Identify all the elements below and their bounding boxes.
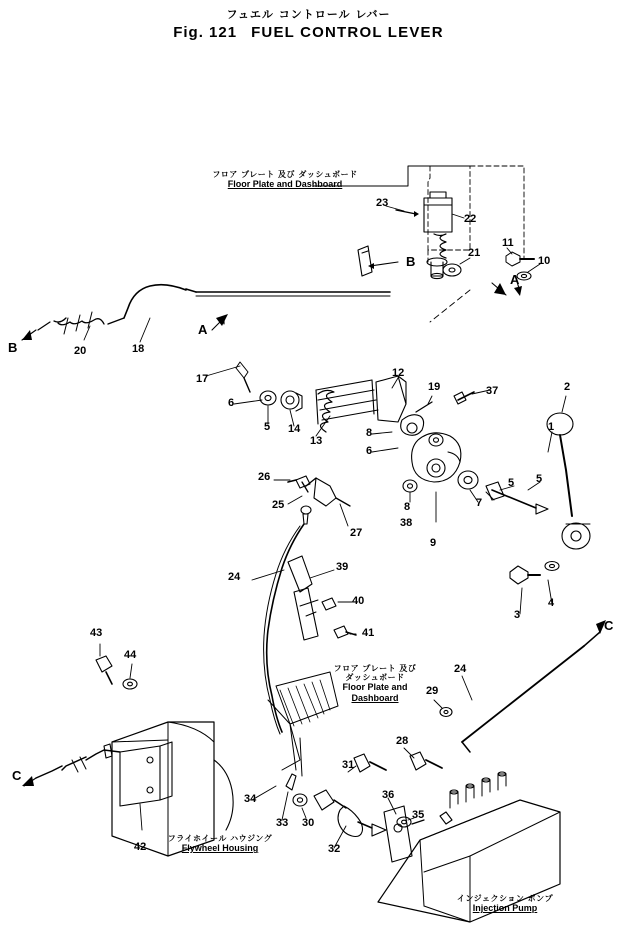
callout-24-upper: 24	[228, 571, 241, 583]
callout-39: 39	[336, 561, 349, 573]
callout-33: 33	[276, 817, 289, 829]
callout-2: 2	[564, 381, 571, 393]
section-label-en-line2: Dashboard	[351, 692, 399, 703]
section-letter-c-left: C	[12, 768, 22, 783]
section-label-jp: フロア プレート 及び ダッシュボード	[212, 170, 358, 179]
section-letter-b-left: B	[8, 340, 18, 355]
callout-14: 14	[288, 423, 301, 435]
callout-7: 7	[476, 497, 483, 509]
callout-12: 12	[392, 367, 405, 379]
callout-20: 20	[74, 345, 87, 357]
callout-9: 9	[430, 537, 437, 549]
section-label-floor-plate-dashboard-mid	[320, 664, 430, 703]
callout-8-upper: 8	[366, 427, 373, 439]
callout-30: 30	[302, 817, 315, 829]
callout-25: 25	[272, 499, 285, 511]
section-label-en: Floor Plate and Dashboard	[227, 179, 343, 190]
callout-6-lower: 6	[366, 445, 373, 457]
section-label-jp-line2: ダッシュボード	[345, 673, 405, 683]
callout-44: 44	[124, 649, 137, 661]
callout-40: 40	[352, 595, 365, 607]
callout-4: 4	[548, 597, 555, 609]
section-label-jp: フライホイール ハウジング	[167, 834, 273, 843]
section-label-en-line1: Floor Plate and	[342, 682, 408, 693]
callout-41: 41	[362, 627, 375, 639]
callout-43: 43	[90, 627, 103, 639]
section-label-flywheel-housing	[140, 834, 300, 854]
section-letter-a-left: A	[198, 322, 208, 337]
section-letter-a-right: A	[510, 272, 520, 287]
callout-13: 13	[310, 435, 323, 447]
section-label-floor-plate-dashboard-top	[200, 170, 370, 190]
section-letter-c-right: C	[604, 618, 614, 633]
callout-36: 36	[382, 789, 395, 801]
callout-19: 19	[428, 381, 441, 393]
figure-title: FUEL CONTROL LEVER	[251, 24, 444, 41]
callout-28: 28	[396, 735, 409, 747]
callout-11: 11	[502, 237, 514, 249]
diagram-title-japanese: フュエル コントロール レバー	[226, 8, 391, 21]
callout-35: 35	[412, 809, 425, 821]
callout-38: 38	[400, 517, 413, 529]
callout-8-lower: 8	[404, 501, 411, 513]
callout-29: 29	[426, 685, 439, 697]
section-label-jp-line1: フロア プレート 及び	[333, 664, 417, 673]
callout-31: 31	[342, 759, 355, 771]
section-label-en: Flywheel Housing	[181, 843, 259, 854]
callout-42: 42	[134, 841, 147, 853]
callout-32: 32	[328, 843, 341, 855]
callout-23: 23	[376, 197, 389, 209]
callout-1: 1	[548, 421, 555, 433]
callout-5-right: 5	[536, 473, 543, 485]
callout-10: 10	[538, 255, 551, 267]
callout-3: 3	[514, 609, 521, 621]
callout-26: 26	[258, 471, 271, 483]
callout-22: 22	[464, 213, 477, 225]
figure-number: Fig. 121	[173, 24, 238, 41]
section-label-injection-pump	[430, 894, 580, 914]
callout-21: 21	[468, 247, 481, 259]
callout-37: 37	[486, 385, 499, 397]
callout-27: 27	[350, 527, 363, 539]
callout-17: 17	[196, 373, 209, 385]
callout-5-upper: 5	[264, 421, 271, 433]
section-label-jp: インジェクション ポンプ	[456, 894, 554, 903]
section-label-en: Injection Pump	[472, 903, 538, 914]
callout-18: 18	[132, 343, 145, 355]
callout-34: 34	[244, 793, 257, 805]
callout-24-lower: 24	[454, 663, 467, 675]
callout-5-mid: 5	[508, 477, 515, 489]
callout-6: 6	[228, 397, 235, 409]
section-letter-b-right: B	[406, 254, 416, 269]
